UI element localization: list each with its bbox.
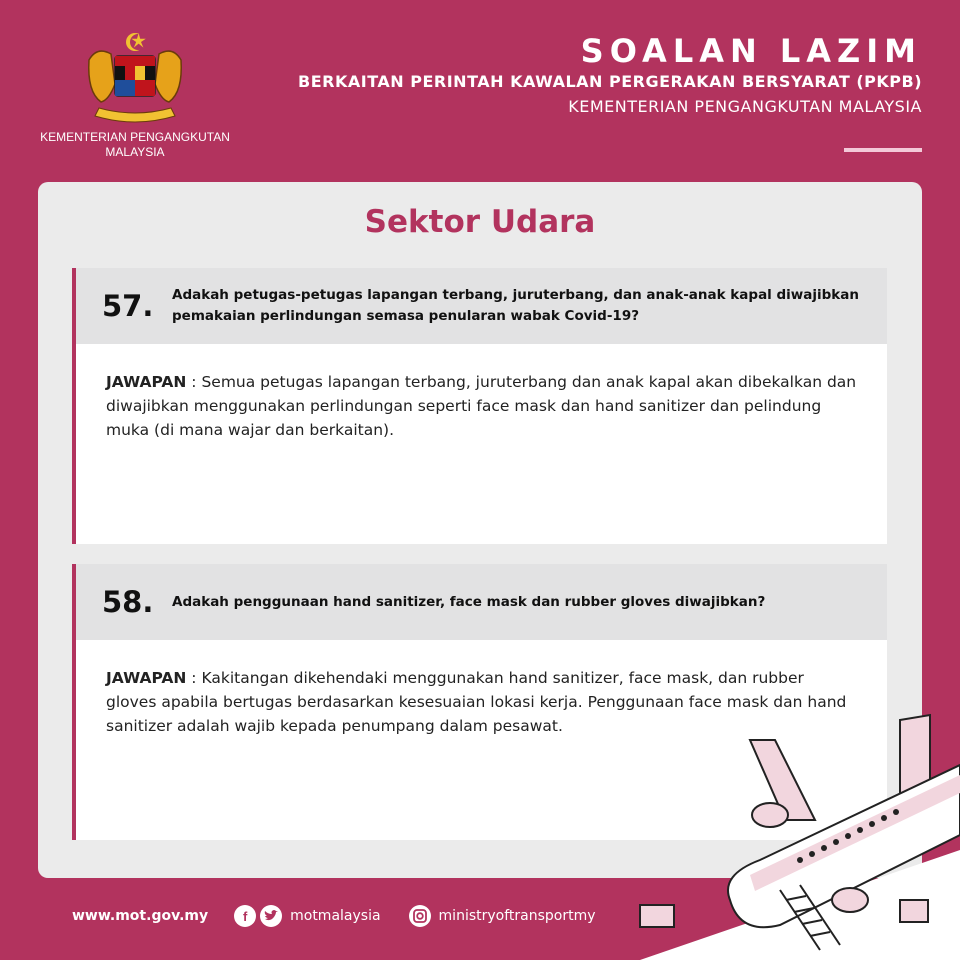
coat-of-arms-icon <box>75 30 195 126</box>
page-title: SOALAN LAZIM <box>580 32 922 70</box>
question-text: Adakah penggunaan hand sanitizer, face mask dan rubber gloves diwajibkan? <box>172 593 766 610</box>
footer <box>72 904 596 928</box>
facebook-twitter-handle[interactable]: motmalaysia <box>290 908 381 924</box>
page-header <box>298 32 922 116</box>
ministry-name: KEMENTERIAN PENGANGKUTAN MALAYSIA <box>40 130 230 159</box>
instagram-icon[interactable] <box>409 905 431 927</box>
question-bar <box>72 268 887 344</box>
faq-item <box>72 268 887 544</box>
airplane-icon <box>600 700 960 960</box>
answer-box <box>72 344 887 544</box>
question-number: 58. <box>102 585 154 619</box>
page-subtitle: BERKAITAN PERINTAH KAWALAN PERGERAKAN BERSYARAT (PKPB) <box>298 72 922 91</box>
question-bar <box>72 564 887 640</box>
answer-label: JAWAPAN <box>106 669 187 687</box>
ministry-label: KEMENTERIAN PENGANGKUTAN MALAYSIA <box>568 97 922 116</box>
header-divider <box>844 148 922 152</box>
instagram-handle[interactable]: ministryoftransportmy <box>438 908 596 924</box>
answer-text: : Kakitangan dikehendaki menggunakan hand sanitizer, face mask, dan rubber gloves apabila bertugas berdasarkan kesesuaian lokasi kerja. Penggunaan face mask dan hand sanitizer adalah wajib kepada penumpang dalam pesawat. <box>106 669 847 735</box>
question-number: 57. <box>102 289 154 323</box>
facebook-icon[interactable]: f <box>234 905 256 927</box>
twitter-icon[interactable] <box>260 905 282 927</box>
website-link[interactable]: www.mot.gov.my <box>72 908 209 924</box>
question-text: Adakah petugas-petugas lapangan terbang, juruterbang, dan anak-anak kapal diwajibkan pemakaian perlindungan semasa penularan wabak Covid-19? <box>172 287 859 324</box>
ministry-logo <box>30 30 240 160</box>
answer-text: : Semua petugas lapangan terbang, juruterbang dan anak kapal akan dibekalkan dan diwajibkan menggunakan perlindungan seperti face mask dan hand sanitizer dan pelindung muka (di mana wajar dan berkaitan). <box>106 373 857 439</box>
answer-label: JAWAPAN <box>106 373 187 391</box>
section-title: Sektor Udara <box>364 204 596 240</box>
